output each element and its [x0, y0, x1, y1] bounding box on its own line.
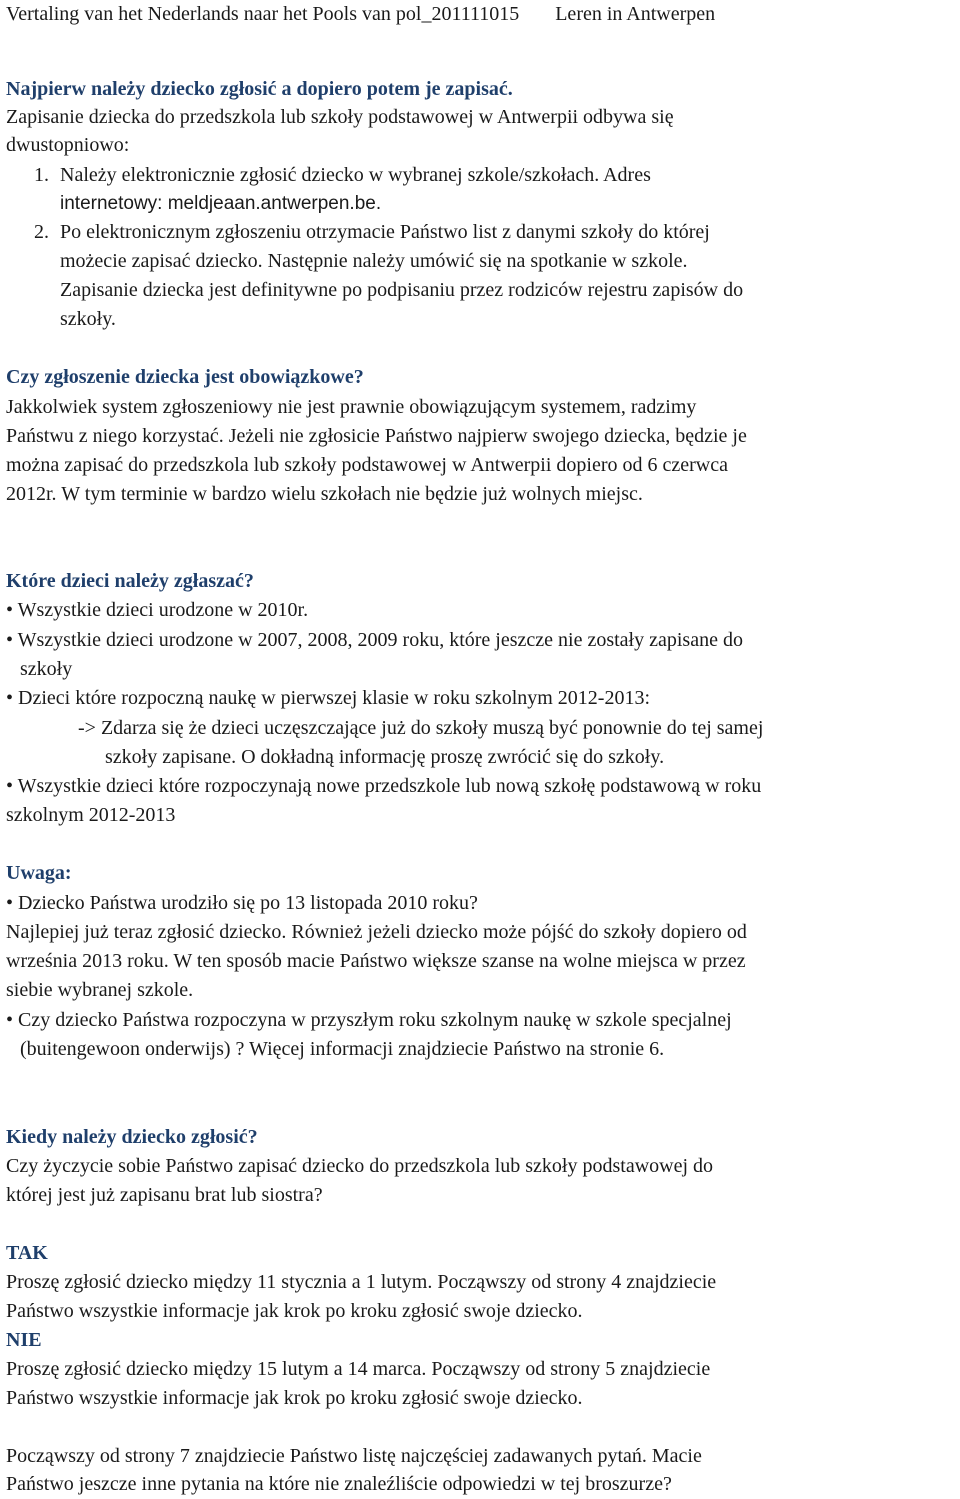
list-subitem: -> Zdarza się że dzieci uczęszczające już do szkoły muszą być ponownie do tej samej: [78, 717, 764, 739]
document-header: [6, 0, 715, 28]
list-item: • Dzieci które rozpoczną naukę w pierwszej klasie w roku szkolnym 2012-2013:: [6, 687, 651, 709]
intro-lead-line: Zapisanie dziecka do przedszkola lub szkoły podstawowej w Antwerpii odbywa się: [6, 106, 674, 128]
step-text: szkoły.: [60, 308, 116, 330]
section-heading-when: Kiedy należy dziecko zgłosić?: [6, 1126, 258, 1148]
paragraph-line: Czy życzycie sobie Państwo zapisać dziecko do przedszkola lub szkoły podstawowej do: [6, 1155, 714, 1177]
intro-lead-line: dwustopniowo:: [6, 134, 130, 156]
list-item: • Wszystkie dzieci urodzone w 2010r.: [6, 599, 309, 621]
header-title: Vertaling van het Nederlands naar het Pools van pol_201111015: [6, 3, 520, 25]
list-item-continuation: szkolnym 2012-2013: [6, 804, 176, 826]
list-item-continuation: szkoły: [20, 658, 73, 680]
paragraph-line: Począwszy od strony 7 znajdziecie Państwo listę najczęściej zadawanych pytań. Macie: [6, 1445, 702, 1467]
list-item-continuation: (buitengewoon onderwijs) ? Więcej informacji znajdziecie Państwo na stronie 6.: [20, 1038, 665, 1060]
paragraph-line: Państwo jeszcze inne pytania na które nie znaleźliście odpowiedzi w tej broszurze?: [6, 1473, 672, 1495]
step-1-line-2: internetowy: meldjeaan.antwerpen.be.: [60, 193, 382, 214]
list-item: • Czy dziecko Państwa rozpoczyna w przyszłym roku szkolnym naukę w szkole specjalnej: [6, 1009, 732, 1031]
paragraph-line: można zapisać do przedszkola lub szkoły podstawowej w Antwerpii dopiero od 6 czerwca: [6, 454, 728, 476]
paragraph-line: Państwo wszystkie informacje jak krok po kroku zgłosić swoje dziecko.: [6, 1387, 583, 1409]
list-item: • Dziecko Państwa urodziło się po 13 listopada 2010 roku?: [6, 892, 478, 914]
paragraph-line: Jakkolwiek system zgłoszeniowy nie jest prawnie obowiązującym systemem, radzimy: [6, 396, 697, 418]
paragraph-line: Proszę zgłosić dziecko między 15 lutym a 14 marca. Począwszy od strony 5 znajdziecie: [6, 1358, 711, 1380]
paragraph-line: września 2013 roku. W ten sposób macie Państwo większe szanse na wolne miejsca w przez: [6, 950, 746, 972]
paragraph-line: której jest już zapisanu brat lub siostra?: [6, 1184, 323, 1206]
section-heading-note: Uwaga:: [6, 862, 72, 884]
paragraph-line: siebie wybranej szkole.: [6, 979, 194, 1001]
step-number: 1.: [34, 164, 49, 186]
list-item: • Wszystkie dzieci które rozpoczynają nowe przedszkole lub nową szkołę podstawową w roku: [6, 775, 762, 797]
list-item: • Wszystkie dzieci urodzone w 2007, 2008, 2009 roku, które jeszcze nie zostały zapisane do: [6, 629, 743, 651]
section-heading-obligatory: Czy zgłoszenie dziecka jest obowiązkowe?: [6, 366, 364, 388]
step-text: Po elektronicznym zgłoszeniu otrzymacie Państwo list z danymi szkoły do której: [60, 221, 710, 243]
paragraph-line: Najlepiej już teraz zgłosić dziecko. Również jeżeli dziecko może pójść do szkoły dopiero od: [6, 921, 747, 943]
paragraph-line: Państwu z niego korzystać. Jeżeli nie zgłosicie Państwo najpierw swojego dziecka, będzie je: [6, 425, 747, 447]
list-subitem-continuation: szkoły zapisane. O dokładną informację proszę zwrócić się do szkoły.: [105, 746, 665, 768]
yes-label: TAK: [6, 1242, 48, 1264]
step-text: możecie zapisać dziecko. Następnie należy umówić się na spotkanie w szkole.: [60, 250, 688, 272]
step-1: [34, 161, 651, 189]
header-subtitle: Leren in Antwerpen: [555, 3, 716, 25]
paragraph-line: 2012r. W tym terminie w bardzo wielu szkołach nie będzie już wolnych miejsc.: [6, 483, 643, 505]
step-number: 2.: [34, 221, 49, 243]
step-text: Należy elektronicznie zgłosić dziecko w wybranej szkole/szkołach. Adres: [60, 164, 651, 186]
step-text: Zapisanie dziecka jest definitywne po podpisaniu przez rodziców rejestru zapisów do: [60, 279, 744, 301]
registration-url[interactable]: meldjeaan.antwerpen.be.: [167, 193, 382, 214]
intro-heading: Najpierw należy dziecko zgłosić a dopiero potem je zapisać.: [6, 78, 513, 100]
paragraph-line: Proszę zgłosić dziecko między 11 stycznia a 1 lutym. Począwszy od strony 4 znajdziecie: [6, 1271, 717, 1293]
paragraph-line: Państwo wszystkie informacje jak krok po kroku zgłosić swoje dziecko.: [6, 1300, 583, 1322]
section-heading-which: Które dzieci należy zgłaszać?: [6, 570, 254, 592]
no-label: NIE: [6, 1329, 42, 1351]
step-2: [34, 218, 710, 246]
